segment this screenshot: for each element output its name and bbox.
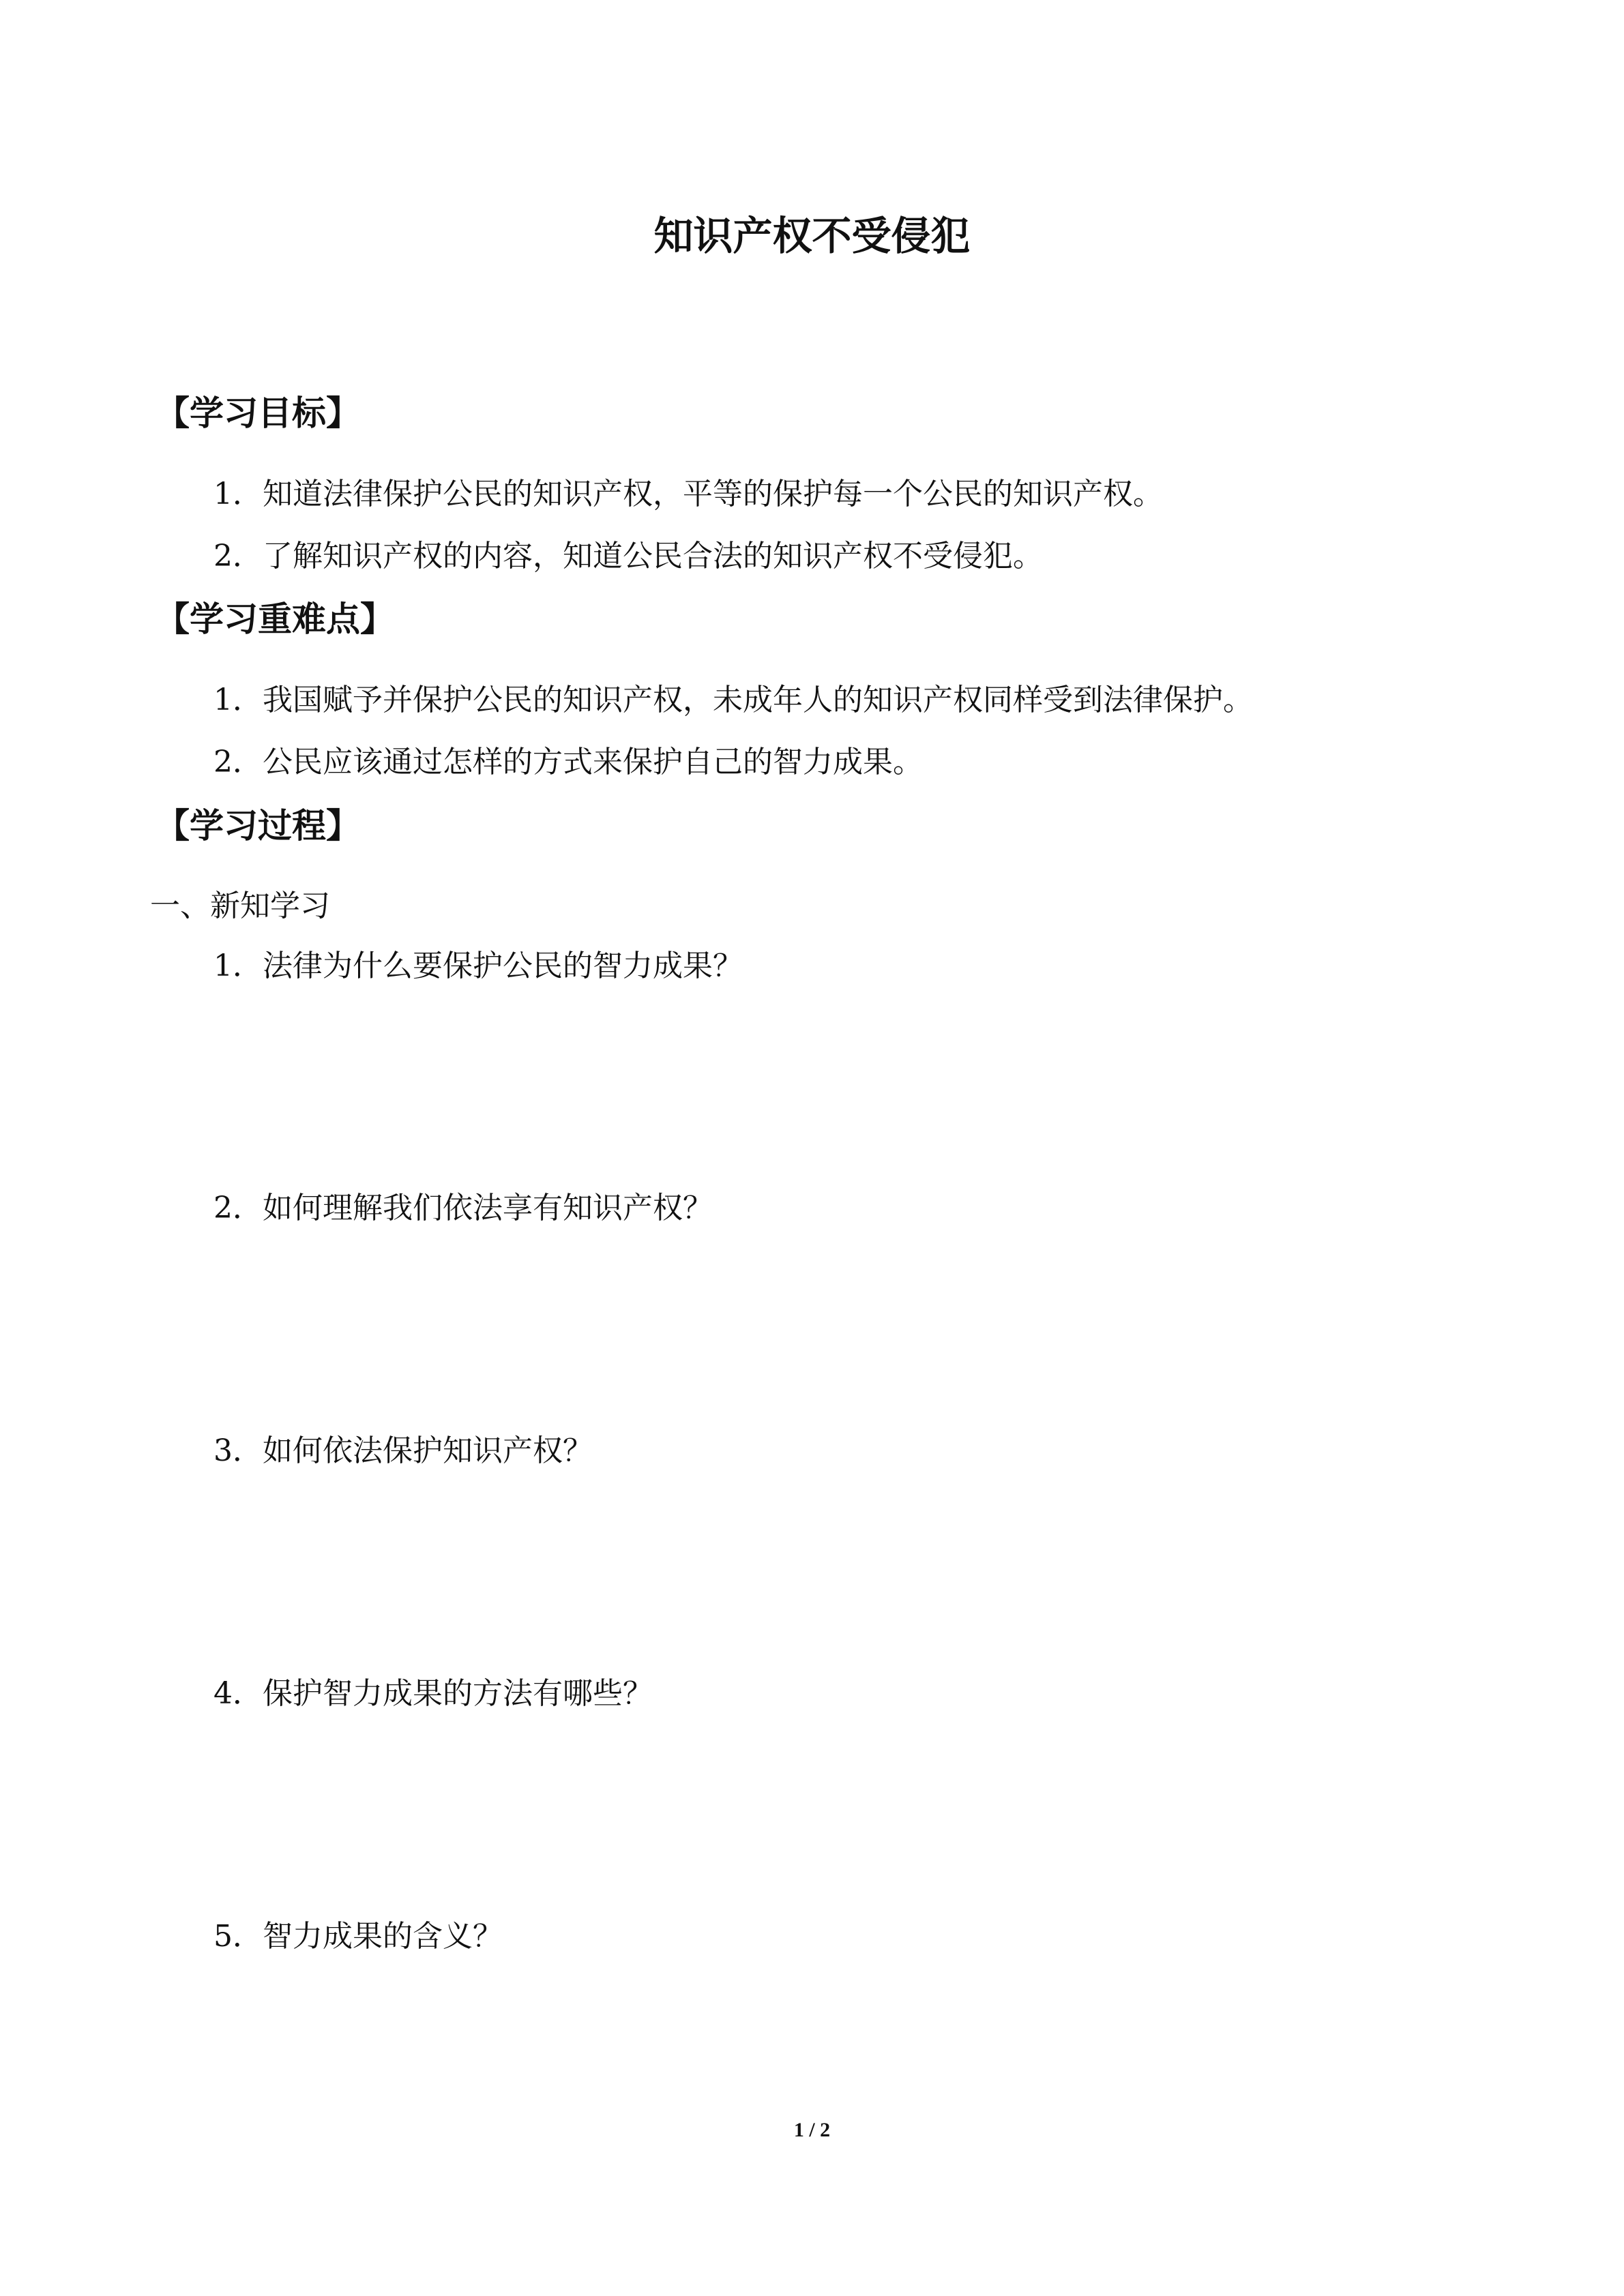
goal-item-number: 2． (213, 539, 263, 573)
subsection-title: 一、新知学习 (150, 889, 330, 923)
question-number: 2． (213, 1191, 263, 1225)
key-point-item-text: 我国赋予并保护公民的知识产权，未成年人的知识产权同样受到法律保护。 (263, 683, 1253, 717)
key-point-item (213, 741, 923, 784)
goal-item-number: 1． (213, 477, 263, 511)
question-number: 5． (213, 1919, 263, 1954)
question-item (213, 1187, 713, 1229)
question-item (213, 1915, 503, 1958)
section-heading-key-points: 【学习重难点】 (156, 599, 394, 639)
section-heading-learning-goals: 【学习目标】 (156, 393, 360, 433)
question-text: 智力成果的含义？ (263, 1919, 503, 1954)
key-point-item-number: 1． (213, 683, 263, 717)
question-number: 4． (213, 1676, 263, 1711)
key-point-item (213, 679, 1253, 721)
question-text: 法律为什么要保护公民的智力成果？ (263, 949, 743, 983)
question-text: 如何理解我们依法享有知识产权？ (263, 1191, 713, 1225)
question-item (213, 1430, 593, 1472)
section-heading-learning-process: 【学习过程】 (156, 806, 360, 846)
goal-item (213, 473, 1163, 516)
goal-item (213, 535, 1043, 578)
question-item (213, 945, 743, 987)
goal-item-text: 了解知识产权的内容，知道公民合法的知识产权不受侵犯。 (263, 539, 1043, 573)
question-number: 3． (213, 1433, 263, 1468)
goal-item-text: 知道法律保护公民的知识产权，平等的保护每一个公民的知识产权。 (263, 477, 1163, 511)
page-number: 1 / 2 (793, 2119, 831, 2141)
question-text: 如何依法保护知识产权？ (263, 1433, 593, 1468)
question-item (213, 1673, 653, 1715)
question-text: 保护智力成果的方法有哪些？ (263, 1676, 653, 1711)
key-point-item-number: 2． (213, 745, 263, 779)
key-point-item-text: 公民应该通过怎样的方式来保护自己的智力成果。 (263, 745, 923, 779)
question-number: 1． (213, 949, 263, 983)
page-title: 知识产权不受侵犯 (653, 213, 971, 259)
